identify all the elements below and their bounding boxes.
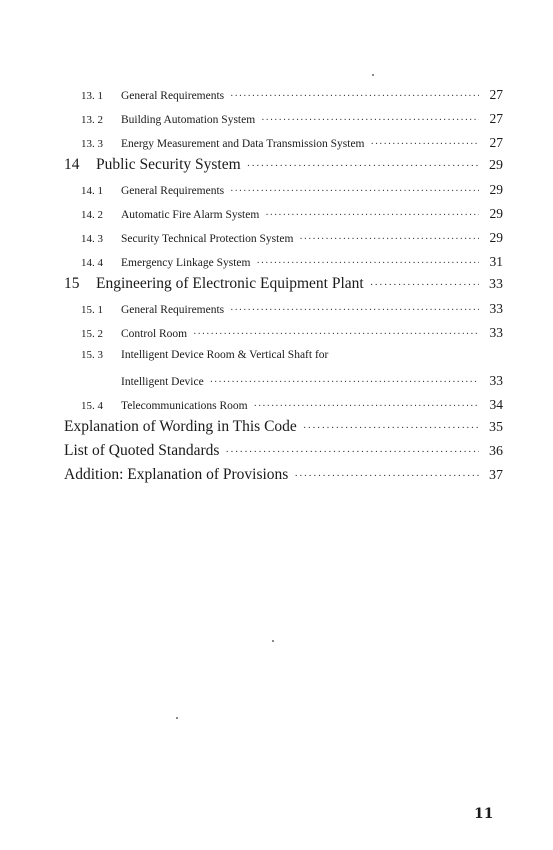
page-number: 34 — [489, 397, 503, 412]
section-number: 15. 1 — [81, 304, 103, 316]
page-number: 33 — [489, 301, 503, 316]
section-number: 14. 3 — [81, 233, 103, 245]
scan-speck — [176, 717, 178, 719]
section-title: Security Technical Protection System — [121, 233, 294, 245]
dot-leader — [230, 305, 479, 316]
section-title: Building Automation System — [121, 114, 256, 126]
toc-entry-15-3[interactable] — [81, 349, 503, 361]
toc-chapter-14[interactable] — [64, 156, 503, 174]
toc-list-of-quoted-standards[interactable] — [64, 442, 503, 460]
entry-title: Explanation of Wording in This Code — [64, 418, 297, 435]
section-number: 14. 4 — [81, 257, 103, 269]
chapter-number: 15 — [64, 275, 80, 292]
toc-addition-explanation-of-provisions[interactable] — [64, 466, 503, 484]
page-number: 33 — [489, 373, 503, 388]
dot-leader — [265, 210, 479, 221]
dot-leader — [247, 160, 479, 172]
toc-entry-15-4[interactable] — [81, 397, 503, 413]
page-number: 31 — [489, 254, 503, 269]
dot-leader — [230, 186, 479, 197]
page-number: 36 — [489, 444, 503, 459]
section-title: General Requirements — [121, 185, 225, 197]
dot-leader — [225, 446, 479, 458]
page-number: 29 — [489, 206, 503, 221]
dot-leader — [371, 139, 480, 150]
chapter-title: Engineering of Electronic Equipment Plant — [96, 275, 364, 292]
entry-title: List of Quoted Standards — [64, 442, 220, 459]
section-title: Energy Measurement and Data Transmission System — [121, 138, 365, 150]
page-folio-number: 11 — [474, 806, 494, 822]
section-number: 15. 3 — [81, 349, 103, 361]
dot-leader — [303, 422, 479, 434]
dot-leader — [261, 115, 479, 126]
toc-explanation-of-wording[interactable] — [64, 418, 503, 436]
section-title-continuation: Intelligent Device — [121, 376, 204, 388]
toc-entry-15-1[interactable] — [81, 301, 503, 317]
dot-leader — [370, 279, 479, 291]
toc-entry-13-2[interactable] — [81, 111, 503, 127]
page-number: 27 — [489, 87, 503, 102]
page-number: 29 — [489, 182, 503, 197]
section-title: Telecommunications Room — [121, 400, 248, 412]
toc-entry-14-2[interactable] — [81, 206, 503, 222]
page-number: 27 — [489, 135, 503, 150]
section-number: 14. 1 — [81, 185, 103, 197]
toc-entry-13-3[interactable] — [81, 135, 503, 151]
page-number: 37 — [489, 468, 503, 483]
dot-leader — [256, 258, 479, 269]
page-number: 35 — [489, 420, 503, 435]
dot-leader — [210, 377, 479, 388]
toc-entry-15-3-continuation[interactable] — [121, 373, 503, 389]
page-number: 29 — [489, 230, 503, 245]
dot-leader — [294, 470, 479, 482]
chapter-number: 14 — [64, 156, 80, 173]
section-title: Control Room — [121, 328, 188, 340]
dot-leader — [254, 401, 479, 412]
toc-entry-14-1[interactable] — [81, 182, 503, 198]
dot-leader — [299, 234, 479, 245]
section-number: 13. 1 — [81, 90, 103, 102]
section-number: 15. 2 — [81, 328, 103, 340]
section-number: 15. 4 — [81, 400, 103, 412]
chapter-title: Public Security System — [96, 156, 241, 173]
dot-leader — [193, 329, 479, 340]
toc-chapter-15[interactable] — [64, 275, 503, 293]
page-number: 27 — [489, 111, 503, 126]
section-number: 13. 2 — [81, 114, 103, 126]
toc-entry-13-1[interactable] — [81, 87, 503, 103]
scan-speck — [272, 640, 274, 642]
page-number: 29 — [489, 158, 503, 173]
section-title: Emergency Linkage System — [121, 257, 251, 269]
section-title: Intelligent Device Room & Vertical Shaft for — [121, 349, 329, 361]
dot-leader — [230, 91, 479, 102]
scan-speck — [372, 74, 374, 76]
section-title: General Requirements — [121, 90, 225, 102]
section-number: 13. 3 — [81, 138, 103, 150]
section-title: Automatic Fire Alarm System — [121, 209, 260, 221]
toc-entry-14-4[interactable] — [81, 254, 503, 270]
page-number: 33 — [489, 325, 503, 340]
toc-entry-14-3[interactable] — [81, 230, 503, 246]
toc-entry-15-2[interactable] — [81, 325, 503, 341]
entry-title: Addition: Explanation of Provisions — [64, 466, 289, 483]
section-number: 14. 2 — [81, 209, 103, 221]
page-number: 33 — [489, 277, 503, 292]
section-title: General Requirements — [121, 304, 225, 316]
